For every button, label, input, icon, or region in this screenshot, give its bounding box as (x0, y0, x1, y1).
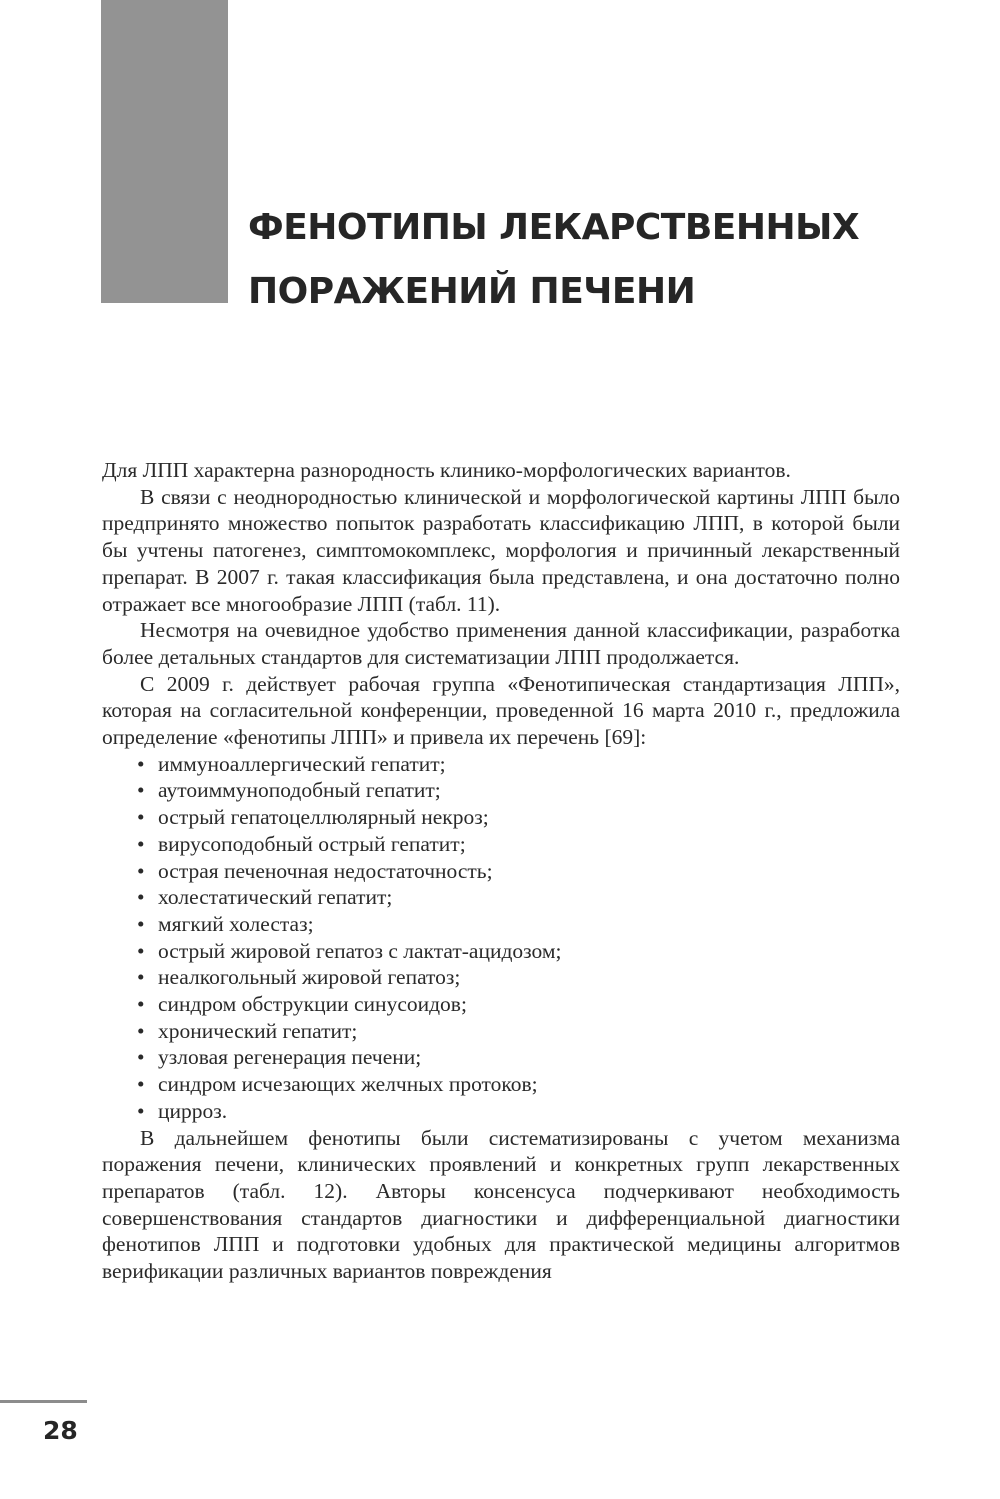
list-item: • вирусоподобный острый гепатит; (137, 831, 900, 858)
phenotype-list (102, 751, 900, 1125)
body-text (102, 457, 900, 1285)
list-item: • острый гепатоцеллюлярный некроз; (137, 804, 900, 831)
paragraph-working-group: С 2009 г. действует рабочая группа «Фенотипическая стандартизация ЛПП», которая на согласительной конференции, проведенной 16 марта 2010 г., предложила определение «фенотипы ЛПП» и привела их перечень [69]: (102, 671, 900, 750)
footer-rule (0, 1400, 87, 1403)
list-item: • острый жировой гепатоз с лактат-ацидозом; (137, 938, 900, 965)
chapter-header-block (101, 0, 228, 303)
paragraph-systematization: В дальнейшем фенотипы были систематизированы с учетом механизма поражения печени, клинических проявлений и конкретных групп лекарственных препаратов (табл. 12). Авторы консенсуса подчеркивают необходимость совершенствования стандартов диагностики и дифференциальной диагностики фенотипов ЛПП и подготовки удобных для практической медицины алгоритмов верификации различных вариантов повреждения (102, 1125, 900, 1284)
list-item: • хронический гепатит; (137, 1018, 900, 1045)
list-item: • цирроз. (137, 1098, 900, 1125)
chapter-title-line-1: ФЕНОТИПЫ ЛЕКАРСТВЕННЫХ (248, 207, 860, 248)
list-item: • иммуноаллергический гепатит; (137, 751, 900, 778)
paragraph-standards: Несмотря на очевидное удобство применения данной классификации, разработка более детальных стандартов для систематизации ЛПП продолжается. (102, 618, 900, 669)
list-item: • аутоиммуноподобный гепатит; (137, 777, 900, 804)
list-item: • мягкий холестаз; (137, 911, 900, 938)
list-item: • синдром исчезающих желчных протоков; (137, 1071, 900, 1098)
list-item: • узловая регенерация печени; (137, 1044, 900, 1071)
list-item: • острая печеночная недостаточность; (137, 858, 900, 885)
list-item: • неалкогольный жировой гепатоз; (137, 964, 900, 991)
page-number: 28 (43, 1416, 78, 1445)
list-item: • холестатический гепатит; (137, 884, 900, 911)
paragraph-intro: Для ЛПП характерна разнородность клинико-морфологических вариантов. (102, 458, 791, 482)
chapter-title-line-2: ПОРАЖЕНИЙ ПЕЧЕНИ (248, 271, 696, 312)
list-item: • синдром обструкции синусоидов; (137, 991, 900, 1018)
chapter-title (248, 196, 948, 324)
paragraph-classification: В связи с неоднородностью клинической и морфологической картины ЛПП было предпринято множество попыток разработать классификацию ЛПП, в которой были бы учтены патогенез, симптомокомплекс, морфология и причинный лекарственный препарат. В 2007 г. такая классификация была представлена, и она достаточно полно отражает все многообразие ЛПП (табл. 11). (102, 484, 900, 616)
